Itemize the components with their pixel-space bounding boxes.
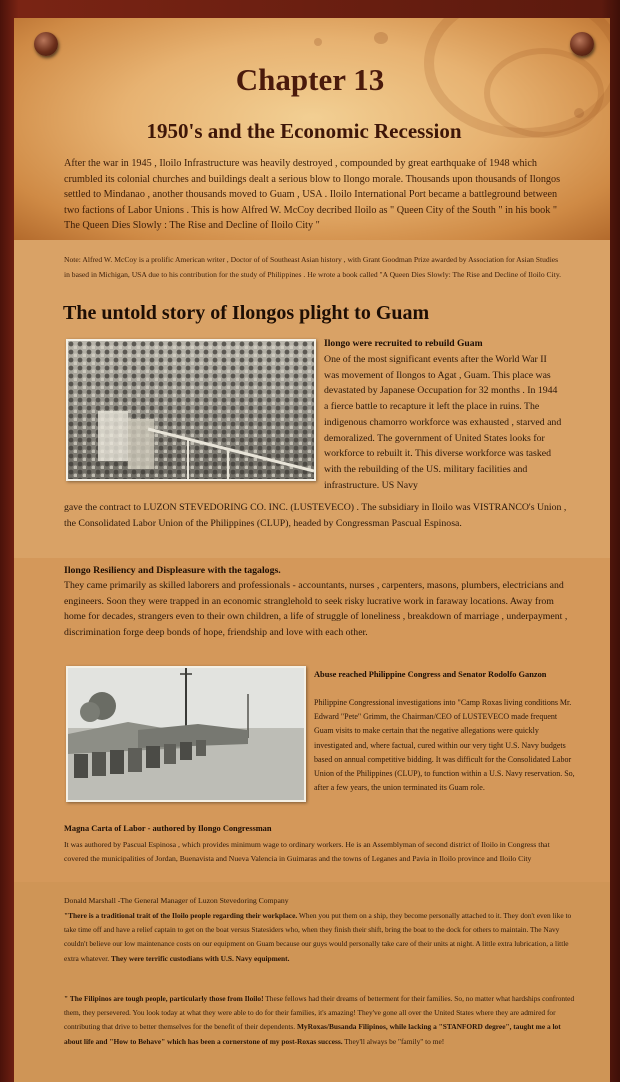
ink-spot: [314, 38, 322, 46]
marshall-quote: [64, 909, 576, 966]
section-title: 1950's and the Economic Recession: [146, 119, 462, 143]
filipinos-lead: " The Filipinos are tough people, particularly those from Iloilo!: [64, 994, 264, 1003]
ink-spot: [574, 108, 584, 118]
filipinos-body: These fellows had their dreams of betterment for their families. So, no matter what hardships confronted them, they persevered. You look today at what they were able to do for their families, it's amazing! They've gone all over the United States where they are admired for contributing that drive to better themselves for the benefit of their dependents.: [64, 994, 575, 1032]
recruited-paragraph-continued: gave the contract to LUZON STEVEDORING CO. INC. (LUSTEVECO) . The subsidiary in Iloilo was VISTRANCO's Union , the Consolidated Labor Union of the Philippines (CLUP), headed by Congressman Pascual Espinosa.: [64, 502, 567, 529]
filipinos-quote: [64, 992, 576, 1049]
pushpin-icon: [34, 32, 58, 56]
ink-spot: [374, 32, 388, 44]
author-note: Note: Alfred W. McCoy is a prolific American writer , Doctor of of Southeast Asian history , with Grant Goodman Prize awarded by Association for Asian Studies in based in Michigan, USA due to his contribution for the study of Philippines . He wrote a book called "A Queen Dies Slowly: The Rise and Decline of Iloilo City.: [64, 255, 562, 279]
filipinos-bold: MyRoxas/Busanda Filipinos, while lacking a "STANFORD degree", taught me a lot about life and "How to Behave" which has been a cornerstone of my post-Roxas success.: [64, 1022, 561, 1046]
resiliency-paragraph: They came primarily as skilled laborers and professionals - accountants, nurses , carpenters, masons, plumbers, electricians and engineers. Soon they were trapped in an economic stranglehold to seek risky lucrative work in faraway locations. Away from home for decades, strangers even to their own children, a life of struggle of loneliness , breakdown of marriage , underpayment , discrimination forge deep bonds of hope, friendship and love with each other.: [64, 580, 568, 639]
section-heading-magna-carta: Magna Carta of Labor - authored by Ilongo Congressman: [64, 824, 272, 833]
section-heading-recruited: Ilongo were recruited to rebuild Guam: [324, 338, 483, 349]
recruited-paragraph: One of the most significant events after the World War II was movement of Ilongos to Agat , Guam. This place was devastated by Japanese Occupation for 32 months . In 1944 a fierce battle to recapture it left the place in ruins. The indigenous chamorro workforce was exhausted , starved and demoralized. The government of United States looks for workforce to rebuilt it. This diverse workforce was tasked with the rebuilding of the US. military facilities and infrastructure. US Navy: [324, 354, 562, 491]
section-heading-resiliency: Ilongo Resiliency and Displeasure with the tagalogs.: [64, 565, 281, 576]
section-heading-abuse: Abuse reached Philippine Congress and Senator Rodolfo Ganzon: [314, 670, 547, 679]
camp-photo: [66, 666, 306, 802]
filipinos-tail: They'll always be "family" to me!: [342, 1036, 445, 1046]
intro-paragraph: After the war in 1945 , Iloilo Infrastructure was heavily destroyed , compounded by great earthquake of 1948 which crumbled its colonial churches and buildings dealt a serious blow to Ilongo morale. Thousands upon thousands of Ilongos settled to Mindanao , another thousands moved to Guam , USA . Iloilo International Port became a battleground between two factions of Labor Unions . This is how Alfred W. McCoy decribed Iloilo as " Queen City of the South " in his book " The Queen Dies Slowly : The Rise and Decline of Iloilo City ": [64, 158, 561, 232]
magna-carta-paragraph: It was authored by Pascual Espinosa , which provides minimum wage to ordinary workers. He is an Assemblyman of second district of Iloilo in Congress that covered the municipalities of Jordan, Buenavista and Nueva Valencia in Guimaras and the towns of Leganes and Pavia in Iloilo province and Iloilo City: [64, 840, 550, 863]
pushpin-icon: [570, 32, 594, 56]
quote-body: When you put them on a ship, they become personally attached to it. They don't even like to take time off and have a relief captain to get on the boat versus Statesiders who, when they finish their shift, bring the boat to the dock for others to maintain. The Navy couldn't believe our low maintenance costs on our equipment on Guam because our guys would personally take care of their units at night. A little extra lubrication, a little extra whatever.: [64, 911, 572, 963]
chapter-title: Chapter 13: [235, 62, 385, 97]
quote-bold-lead: "There is a traditional trait of the Iloilo people regarding their workplace.: [64, 911, 298, 920]
marshall-heading: Donald Marshall -The General Manager of Luzon Stevedoring Company: [64, 896, 289, 905]
abuse-paragraph: Philippine Congressional investigations into "Camp Roxas living conditions Mr. Edward "Pete" Grimm, the Chairman/CEO of LUSTEVECO made frequent Guam visits to make certain that the negative allegations were quickly investigated and, where factual, cured within our very tight U.S. Navy budgets based on annual competitive bidding. It was difficult for the Consolidated Labor Union of the Philippines (CLUP), to function within a U.S. Navy reservation. So, after a few years, the union terminated its Guam role.: [314, 698, 575, 793]
story-title: The untold story of Ilongos plight to Guam: [63, 302, 430, 324]
quote-bold-end: They were terrific custodians with U.S. Navy equipment.: [111, 953, 290, 963]
crowd-photo: [66, 339, 316, 481]
